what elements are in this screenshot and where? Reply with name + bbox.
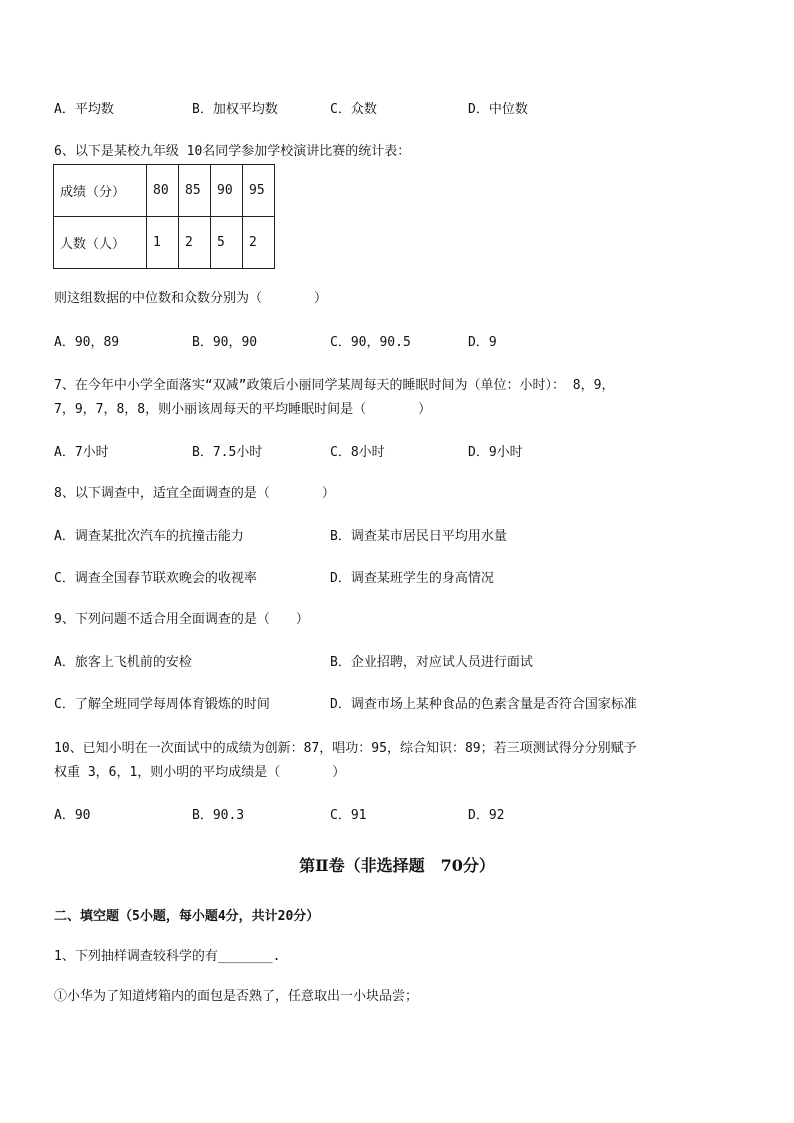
q8-option-a: A．调查某批次汽车的抗撞击能力 bbox=[54, 529, 244, 544]
q9-stem: 9、下列问题不适合用全面调查的是（ ） bbox=[54, 612, 309, 627]
q7-option-c: C．8小时 bbox=[330, 445, 385, 460]
q7-stem-line2: 7，9，7，8，8，则小丽该周每天的平均睡眠时间是（ ） bbox=[54, 402, 432, 417]
q10-option-d: D．92 bbox=[468, 808, 505, 823]
q8-option-d: D．调查某班学生的身高情况 bbox=[330, 571, 494, 586]
q9-option-c: C．了解全班同学每周体育锻炼的时间 bbox=[54, 697, 270, 712]
q7-stem-line1: 7、在今年中小学全面落实“双减”政策后小丽同学某周每天的睡眠时间为（单位：小时）： 8，9， bbox=[54, 378, 615, 393]
q10-option-a: A．90 bbox=[54, 808, 91, 823]
q8-stem: 8、以下调查中，适宜全面调查的是（ ） bbox=[54, 486, 335, 501]
part2-heading: 二、填空题（5小题，每小题4分，共计20分） bbox=[54, 909, 320, 924]
q5-option-a: A．平均数 bbox=[54, 102, 114, 117]
table-row-label: 人数（人） bbox=[54, 217, 147, 269]
q10-option-b: B．90.3 bbox=[192, 808, 245, 823]
table-cell: 2 bbox=[243, 217, 275, 269]
table-row bbox=[54, 165, 275, 217]
fill1-item1: ①小华为了知道烤箱内的面包是否熟了，任意取出一小块品尝； bbox=[54, 989, 419, 1004]
q8-option-c: C．调查全国春节联欢晚会的收视率 bbox=[54, 571, 257, 586]
q6-option-d: D．9 bbox=[468, 335, 497, 350]
q7-option-d: D．9小时 bbox=[468, 445, 523, 460]
q9-option-a: A．旅客上飞机前的安检 bbox=[54, 655, 192, 670]
q5-option-c: C．众数 bbox=[330, 102, 377, 117]
q10-option-c: C．91 bbox=[330, 808, 367, 823]
q10-stem-line1: 10、已知小明在一次面试中的成绩为创新：87，唱功：95，综合知识：89；若三项测试得分分别赋予 bbox=[54, 741, 637, 756]
q6-option-c: C．90，90.5 bbox=[330, 335, 411, 350]
q7-option-b: B．7.5小时 bbox=[192, 445, 263, 460]
fill1-stem: 1、下列抽样调查较科学的有_______. bbox=[54, 949, 281, 964]
q5-option-d: D．中位数 bbox=[468, 102, 528, 117]
table-cell: 90 bbox=[211, 165, 243, 217]
q6-prompt: 则这组数据的中位数和众数分别为（ ） bbox=[54, 291, 328, 306]
table-cell: 80 bbox=[147, 165, 179, 217]
table-row-label: 成绩（分） bbox=[54, 165, 147, 217]
q7-option-a: A．7小时 bbox=[54, 445, 109, 460]
table-cell: 95 bbox=[243, 165, 275, 217]
q6-option-a: A．90，89 bbox=[54, 335, 120, 350]
table-cell: 85 bbox=[179, 165, 211, 217]
q9-option-b: B．企业招聘，对应试人员进行面试 bbox=[330, 655, 533, 670]
table-cell: 1 bbox=[147, 217, 179, 269]
table-row bbox=[54, 217, 275, 269]
q9-option-d: D．调查市场上某种食品的色素含量是否符合国家标准 bbox=[330, 697, 637, 712]
q8-option-b: B．调查某市居民日平均用水量 bbox=[330, 529, 507, 544]
q6-stem: 6、以下是某校九年级 10名同学参加学校演讲比赛的统计表： bbox=[54, 144, 411, 159]
section-title: 第Ⅱ卷（非选择题 70分） bbox=[299, 856, 495, 875]
score-table bbox=[53, 164, 275, 269]
table-cell: 5 bbox=[211, 217, 243, 269]
q10-stem-line2: 权重 3，6，1，则小明的平均成绩是（ ） bbox=[54, 765, 346, 780]
q5-option-b: B．加权平均数 bbox=[192, 102, 278, 117]
q6-option-b: B．90，90 bbox=[192, 335, 258, 350]
table-cell: 2 bbox=[179, 217, 211, 269]
